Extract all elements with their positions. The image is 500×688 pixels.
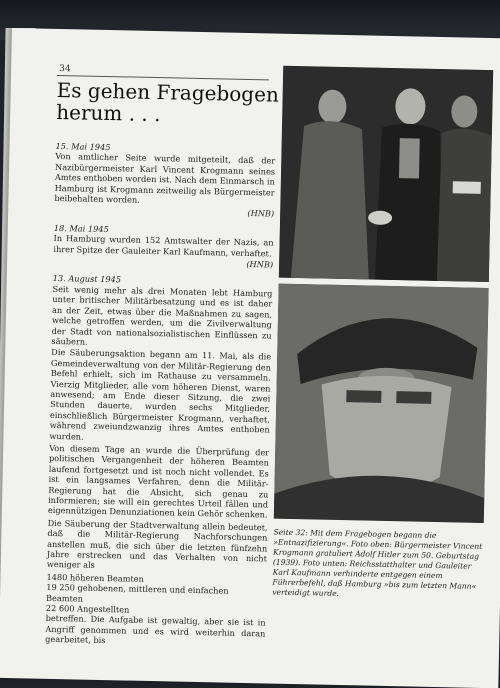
entry-text: In Hamburg wurden 152 Amtswalter der Nazis, an ihrer Spitze der Gauleiter Karl Kaufmann, verhaftet. <box>53 233 274 259</box>
entry-date: 15. Mai 1945 <box>55 140 111 153</box>
entry-2 <box>53 223 274 270</box>
entry-3 <box>51 273 272 350</box>
body-paragraph: Die Säuberung der Stadtverwaltung allein bedeutet, daß die Militär-Regierung Nachforschungen anstellen muß, die sich über die letzten fünfzehn Jahre erstrecken und das Verhalten von nicht weniger als <box>46 517 268 571</box>
body-paragraph: Die Säuberungsaktion begann am 11. Mai, als die Gemeindeverwaltung von der Militär-Regierung den Befehl erhielt, sich im Rathause zu versammeln. Vierzig Mitglieder, alle vom höheren Dienst, waren anwesend; am Ende dieser Sitzung, die zwei Stunden dauerte, wurden sechs Mitglieder, einschließlich Bürgermeister Krogmann, verhaftet, während zweiundzwanzig ihres Amtes enthoben wurden. <box>49 347 272 442</box>
article-body <box>45 347 271 649</box>
page-number: 34 <box>59 63 71 75</box>
list-item: 22 600 Angestellten <box>45 602 130 615</box>
list-item: 19 250 gehobenen, mittleren und einfachen Beamten <box>45 582 229 604</box>
book-page <box>0 28 500 688</box>
photo-portrait-figure <box>274 284 489 523</box>
entry-text: Von amtlicher Seite wurde mitgeteilt, daß der Nazibürgermeister Karl Vincent Krogmann seines Amtes enthoben worden ist. Nach dem Einmarsch in Hamburg ist Krogmann zeitweilig als Bürgermeister beibehalten worden. <box>54 151 276 205</box>
list-item: 1480 höheren Beamten <box>46 571 144 584</box>
photo-handshake <box>279 66 493 282</box>
entry-date: 18. Mai 1945 <box>53 222 109 234</box>
text-column <box>45 141 276 651</box>
entry-source: (HNB) <box>247 208 275 219</box>
photo-caption: Seite 32: Mit dem Fragebogen begann die »Entnazifizierung«. Foto oben: Bürgermeister Vincent Krogmann gratuliert Adolf Hitler zum 50. Geburtstag (1939). Foto unten: Reichsstatthalter und Gauleiter Karl Kaufmann verhinderte entgegen einem Führerbefehl, daß Hamburg »bis zum letzten Mann« verteidigt wurde. <box>272 527 483 598</box>
entry-date: 13. August 1945 <box>52 273 122 285</box>
entry-1 <box>54 141 275 219</box>
photo-handshake-figures <box>279 66 493 282</box>
chapter-title: Es gehen Fragebogen herum . . . <box>56 77 280 127</box>
body-paragraph: Von diesem Tage an wurde die Überprüfung der politischen Vergangenheit der höheren Beamten laufend fortgesetzt und ist noch nicht vollendet. Es ist ein langsames Verfahren, denn die Militär-Regierung hat die Absicht, sich genau zu informieren; sie will ein gerechtes Urteil fällen und eigennützigen Denunziationen kein Gehör schenken. <box>47 442 270 520</box>
entry-source: (HNB) <box>246 259 274 270</box>
photo-portrait <box>274 284 489 523</box>
entry-text: Seit wenig mehr als drei Monaten lebt Hamburg unter britischer Militärbesatzung und es ist daher an der Zeit, etwas über die Maßnahmen zu sagen, welche getroffen werden, um die Zivilverwaltung der Stadt von nationalsozialistischen Einflüssen zu säubern. <box>51 283 273 347</box>
body-paragraph: betreffen. Die Aufgabe ist gewaltig, aber sie ist in Angriff genommen und es wird weiterhin daran gearbeitet, bis <box>45 613 266 646</box>
